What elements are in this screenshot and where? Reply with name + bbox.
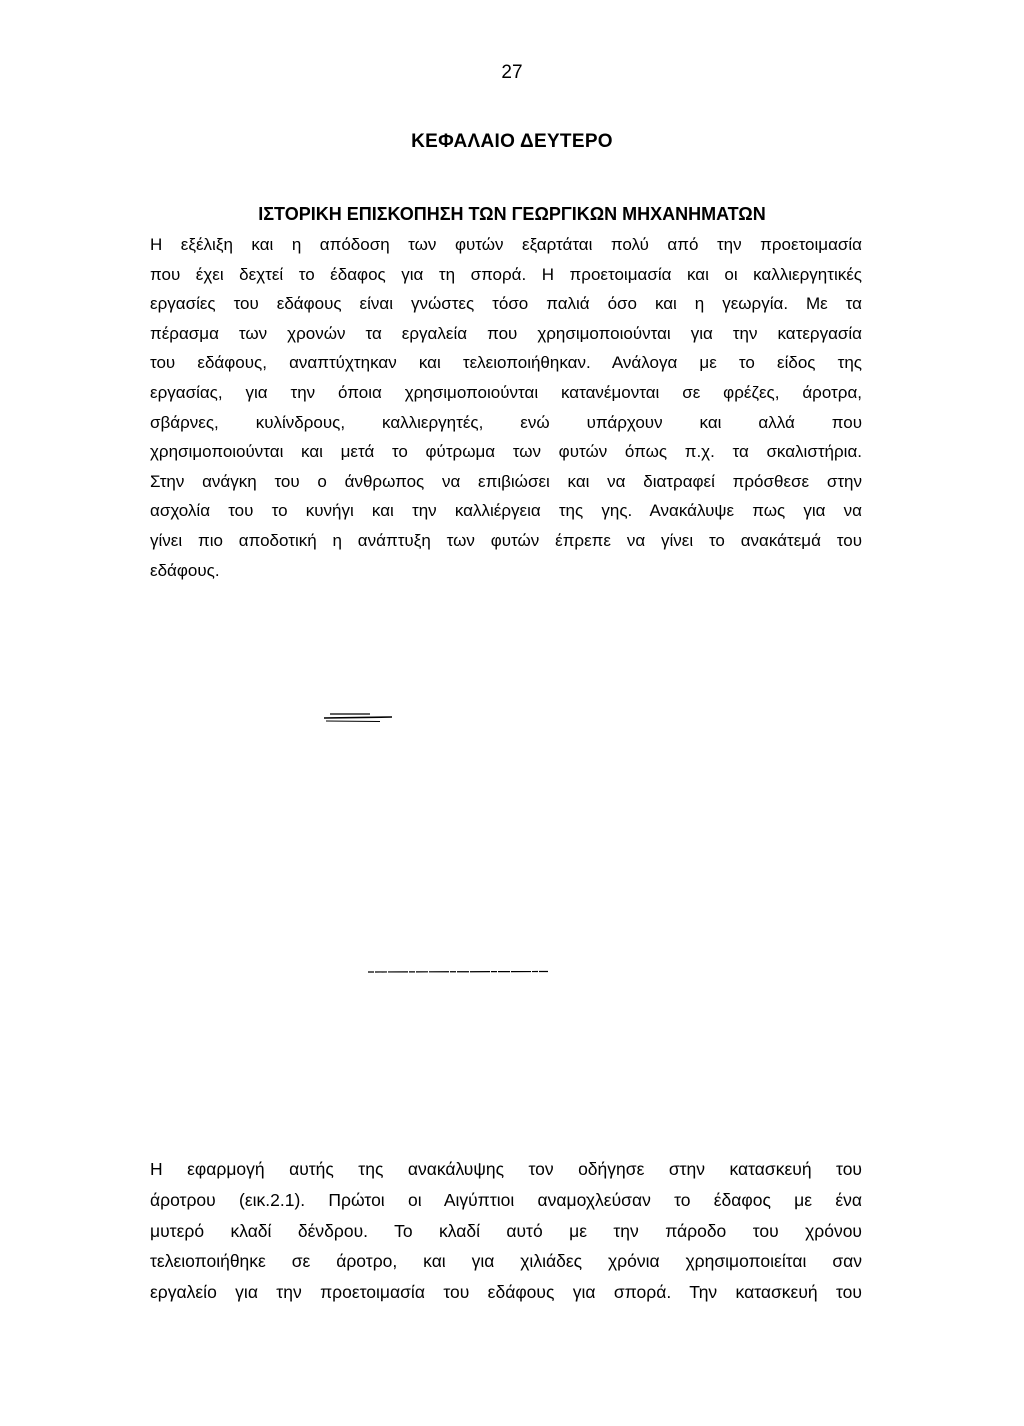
paragraph-line: του εδάφους, αναπτύχτηκαν και τελειοποιήθηκαν. Ανάλογα με το είδος της bbox=[150, 353, 862, 373]
paragraph-line: ασχολία του το κυνήγι και την καλλιέργεια της γης. Ανακάλυψε πως για να bbox=[150, 501, 862, 521]
paragraph-line: Η εξέλιξη και η απόδοση των φυτών εξαρτάται πολύ από την προετοιμασία bbox=[150, 235, 862, 254]
section-heading: ΙΣΤΟΡΙΚΗ ΕΠΙΣΚΟΠΗΣΗ ΤΩΝ ΓΕΩΡΓΙΚΩΝ ΜΗΧΑΝΗΜΑΤΩΝ bbox=[258, 204, 766, 224]
paragraph-line: σβάρνες, κυλίνδρους, καλλιεργητές, ενώ υπάρχουν και αλλά που bbox=[150, 412, 862, 432]
paragraph-line: πέρασμα των χρονών τα εργαλεία που χρησιμοποιούνται για την κατεργασία bbox=[150, 323, 862, 343]
paragraph-line: Στην ανάγκη του ο άνθρωπος να επιβιώσει και να διατραφεί πρόσθεσε στην bbox=[150, 471, 862, 491]
paragraph-line: εδάφους. bbox=[150, 560, 220, 580]
plough-paragraph bbox=[150, 1154, 862, 1308]
scan-artifact-bottom bbox=[368, 969, 548, 975]
paragraph-line: άροτρου (εικ.2.1). Πρώτοι οι Αιγύπτιοι αναμοχλεύσαν το έδαφος με ένα bbox=[150, 1189, 862, 1210]
paragraph-line: Η εφαρμογή αυτής της ανακάλυψης τον οδήγησε στην κατασκευή του bbox=[150, 1159, 862, 1179]
paragraph-line: μυτερό κλαδί δένδρου. Το κλαδί αυτό με την πάροδο του χρόνου bbox=[150, 1220, 862, 1241]
page-number: 27 bbox=[501, 62, 523, 83]
paragraph-line: που έχει δεχτεί το έδαφος για τη σπορά. Η προετοιμασία και οι καλλιεργητικές bbox=[150, 264, 862, 284]
paragraph-line: εργασίας, για την όποια χρησιμοποιούνται κατανέμονται σε φρέζες, άροτρα, bbox=[150, 382, 862, 402]
paragraph-line: εργασίες του εδάφους είναι γνώστες τόσο παλιά όσο και η γεωργία. Με τα bbox=[150, 294, 862, 314]
intro-paragraph bbox=[150, 230, 862, 585]
paragraph-line: γίνει πιο αποδοτική η ανάπτυξη των φυτών έπρεπε να γίνει το ανακάτεμά του bbox=[150, 530, 862, 550]
paragraph-line: εργαλείο για την προετοιμασία του εδάφους για σπορά. Την κατασκευή του bbox=[150, 1282, 862, 1303]
paragraph-line: τελειοποιήθηκε σε άροτρο, και για χιλιάδες χρόνια χρησιμοποιείται σαν bbox=[150, 1251, 862, 1272]
scan-artifact-top bbox=[322, 708, 394, 724]
paragraph-line: χρησιμοποιούνται και μετά το φύτρωμα των φυτών όπως π.χ. τα σκαλιστήρια. bbox=[150, 442, 862, 462]
figure-placeholder bbox=[150, 690, 862, 1010]
chapter-label: ΚΕΦΑΛΑΙΟ ΔΕΥΤΕΡΟ bbox=[411, 131, 613, 152]
